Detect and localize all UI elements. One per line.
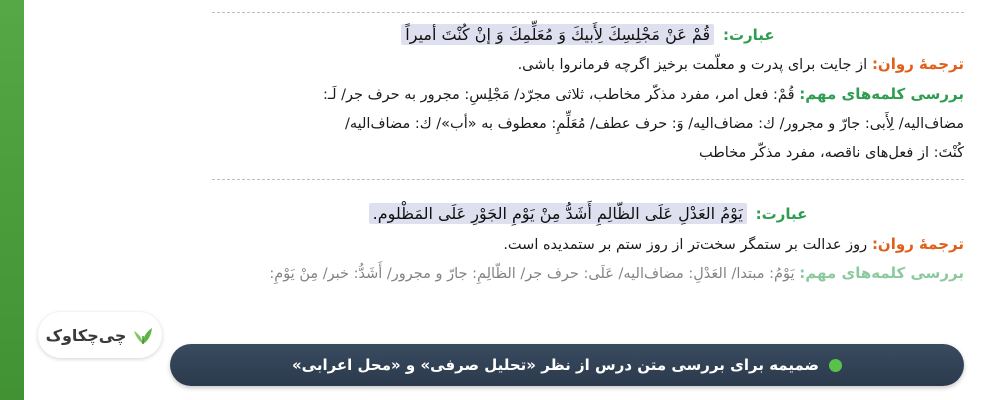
- passage-2-ebarat-row: [212, 198, 964, 229]
- passage-1-ebarat-row: [212, 19, 964, 50]
- logo-text: چی‌چکاوک: [45, 325, 127, 345]
- ebarat-label: عبارت:: [755, 205, 808, 224]
- barresi-label: بررسی کلمه‌های مهم:: [799, 84, 964, 103]
- barresi-line: كُنْتَ: از فعل‌های ناقصه، مفرد مذكّر مخاطب: [699, 145, 964, 162]
- ebarat-arabic-text: قُمْ عَنْ مَجْلِسِكَ لِأَبیكَ وَ مُعَلِّمِكَ وَ إنْ كُنْتَ أمیراً: [401, 24, 714, 45]
- ebarat-arabic-text: یَوْمُ العَدْلِ عَلَی الظّالِمِ أَشَدُّ مِنْ یَوْمِ الجَوْرِ عَلَی المَظْلوم.: [369, 203, 747, 224]
- barresi-label: بررسی کلمه‌های مهم:: [799, 263, 964, 282]
- passage-2-barresi-row-1: [212, 259, 964, 288]
- tarjome-label: ترجمهٔ روان:: [871, 234, 964, 253]
- barresi-line: یَوْمُ: مبتدا/ العَدْلِ: مضاف‌الیه/ عَلَی: حرف جر/ الظّالِمِ: جارّ و مجرور/ أَشَدُّ: خبر/ مِنْ یَوْمِ:: [269, 265, 795, 282]
- ebarat-label: عبارت:: [722, 26, 775, 44]
- barresi-line: قُمْ: فعل امر، مفرد مذكّر مخاطب، ثلاثی مجرّد/ مَجْلِسِ: مجرور به حرف جر/ لَـ:: [322, 86, 795, 103]
- bullet-dot-icon: [829, 359, 842, 372]
- barresi-line: مضاف‌الیه/ لِأَبی: جارّ و مجرور/ ك: مضاف‌الیه/ وَ: حرف عطف/ مُعَلِّمِ: معطوف به «أب»/ ك: مضاف‌الیه/: [344, 115, 964, 132]
- right-gutter: [986, 0, 1000, 400]
- divider-middle: [212, 179, 964, 180]
- tarjome-text: از جایت برای پدرت و معلّمت برخیز اگرچه فرمانروا باشی.: [517, 57, 868, 74]
- passage-1-barresi-row-1: [212, 80, 964, 109]
- leaf-icon: [132, 324, 154, 346]
- tarjome-text: روز عدالت بر ستمگر سخت‌تر از روز ستم بر ستمدیده است.: [503, 236, 868, 253]
- document-content: [212, 8, 964, 400]
- passage-2-tarjome-row: [212, 230, 964, 259]
- caption-text: ضمیمه برای بررسی متن درس از نظر «تحلیل صرفی» و «محل اعرابی»: [291, 356, 820, 374]
- tarjome-label: ترجمهٔ روان:: [871, 55, 964, 74]
- passage-1-barresi-row-3: [212, 138, 964, 167]
- caption-bar: [170, 344, 964, 386]
- passage-1-barresi-row-2: [212, 109, 964, 138]
- band-inner-white: [24, 0, 36, 400]
- passage-1: [212, 13, 964, 169]
- watermark-logo: [38, 312, 162, 358]
- passage-2: [212, 192, 964, 290]
- left-green-band: [0, 0, 36, 400]
- passage-1-tarjome-row: [212, 50, 964, 79]
